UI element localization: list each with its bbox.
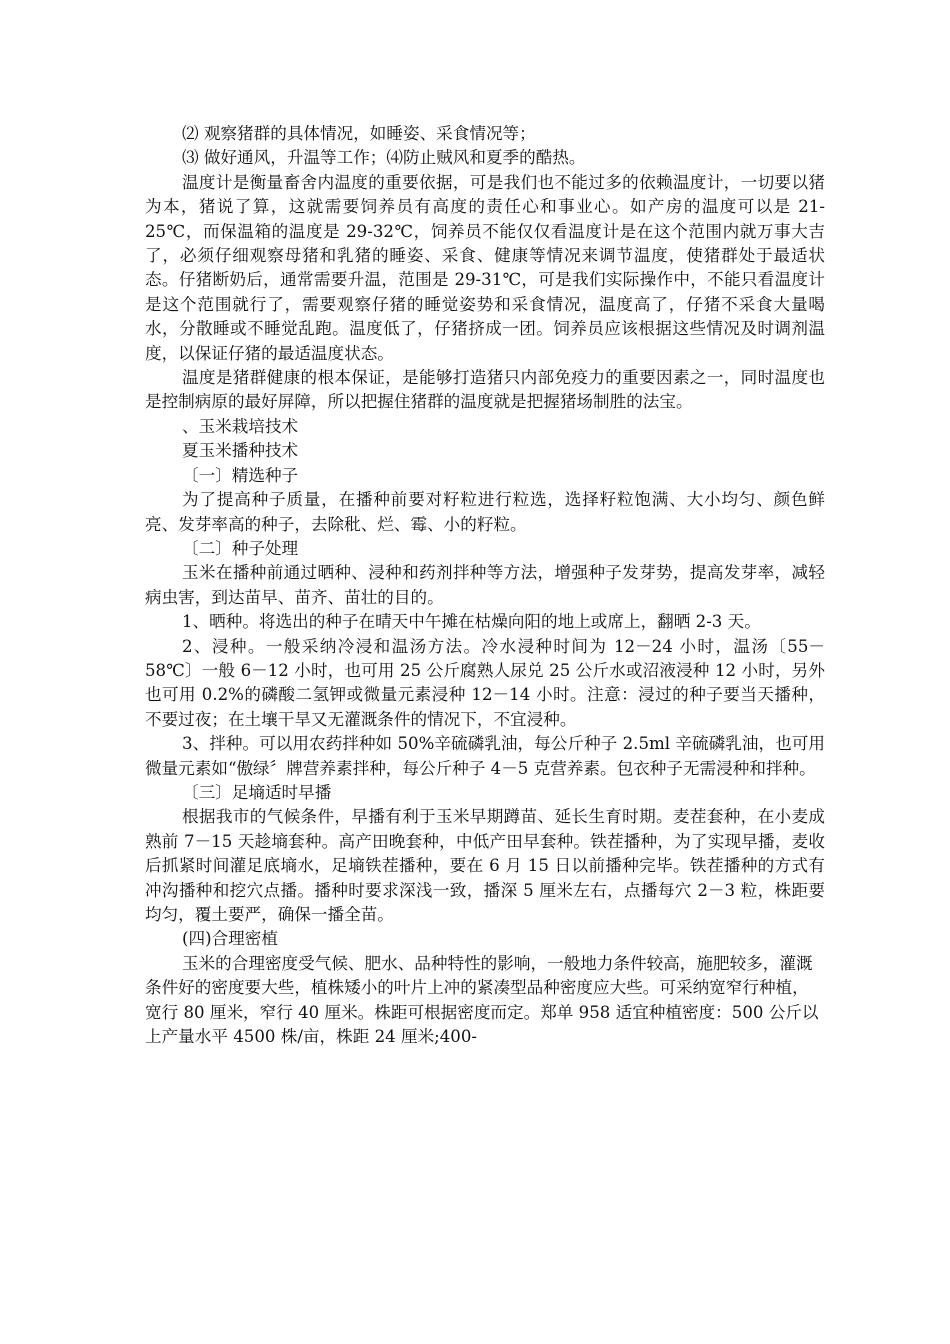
paragraph-observe-pigs: ⑵ 观察猪群的具体情况，如睡姿、采食情况等； [182, 124, 536, 143]
paragraph-ventilation: ⑶ 做好通风，升温等工作；⑷防止贼风和夏季的酷热。 [182, 148, 586, 168]
subheading-early-sowing: 〔三〕足墒适时早播 [182, 782, 332, 802]
paragraph-seed-dressing: 3、拌种。可以用农药拌种如 50%辛硫磷乳油，每公斤种子 2.5ml 辛硫磷乳油，也可用微量元素如“傲绿〞牌营养素拌种，每公斤种子 4－5 克营养素。包衣种子无需浸种和拌种。 [145, 734, 825, 778]
paragraph-soaking: 2、浸种。一般采纳冷浸和温汤方法。冷水浸种时间为 12－24 小时，温汤〔55－58℃〕一般 6－12 小时，也可用 25 公斤腐熟人尿兑 25 公斤水或沼液浸种 12 小时，另外也可用 0.2%的磷酸二氢钾或微量元素浸种 12－14 小时。注意：浸过的种子要当天播种，不要过夜；在土壤干旱又无灌溉条件的情况下，不宜浸种。 [145, 636, 825, 729]
paragraph-seed-selection: 为了提高种子质量，在播种前要对籽粒进行粒选，选择籽粒饱满、大小均匀、颜色鲜亮、发芽率高的种子，去除秕、烂、霉、小的籽粒。 [145, 490, 825, 534]
paragraph-sun-drying: 1、晒种。将选出的种子在晴天中午摊在枯燥向阳的地上或席上，翻晒 2-3 天。 [182, 612, 761, 632]
subheading-planting-density: (四)合理密植 [182, 929, 278, 949]
paragraph-seed-treatment: 玉米在播种前通过晒种、浸种和药剂拌种等方法，增强种子发芽势，提高发芽率，减轻病虫害，到达苗早、苗齐、苗壮的目的。 [145, 563, 825, 607]
subheading-seed-treatment: 〔二〕种子处理 [182, 538, 299, 558]
section-heading-summer-corn-sowing: 夏玉米播种技术 [182, 441, 299, 461]
paragraph-temperature-importance: 温度是猪群健康的根本保证，是能够打造猪只内部免疫力的重要因素之一，同时温度也是控制病原的最好屏障，所以把握住猪群的温度就是把握猪场制胜的法宝。 [145, 368, 825, 412]
paragraph-thermometer: 温度计是衡量畜舍内温度的重要依据，可是我们也不能过多的依赖温度计，一切要以猪为本，猪说了算，这就需要饲养员有高度的责任心和事业心。如产房的温度可以是 21-25℃，而保温箱的温度是 29-32℃，饲养员不能仅仅看温度计是在这个范围内就万事大吉了，必须仔细观察母猪和乳猪的睡姿、采食、健康等情况来调节温度，使猪群处于最适状态。仔猪断奶后，通常需要升温，范围是 29-31℃，可是我们实际操作中，不能只看温度计是这个范围就行了，需要观察仔猪的睡觉姿势和采食情况，温度高了，仔猪不采食大量喝水，分散睡或不睡觉乱跑。温度低了，仔猪挤成一团。饲养员应该根据这些情况及时调剂温度，以保证仔猪的最适温度状态。 [145, 172, 825, 363]
document-page [145, 122, 825, 1049]
section-heading-corn-cultivation: 、玉米栽培技术 [182, 416, 299, 436]
paragraph-early-sowing: 根据我市的气候条件，早播有利于玉米早期蹲苗、延长生育时期。麦茬套种，在小麦成熟前 7－15 天趁墒套种。高产田晚套种，中低产田早套种。铁茬播种，为了实现早播，麦收后抓紧时间灌足底墒水，足墒铁茬播种，要在 6 月 15 日以前播种完毕。铁茬播种的方式有冲沟播种和挖穴点播。播种时要求深浅一致，播深 5 厘米左右，点播每穴 2－3 粒，株距要均匀，覆土要严，确保一播全苗。 [145, 807, 825, 924]
paragraph-planting-density: 玉米的合理密度受气候、肥水、品种特性的影响，一般地力条件较高，施肥较多，灌溉条件好的密度要大些，植株矮小的叶片上冲的紧凑型品种密度应大些。可采纳宽窄行种植，宽行 80 厘米，窄行 40 厘米。株距可根据密度而定。郑单 958 适宜种植密度：500 公斤以上产量水平 4500 株/亩，株距 24 厘米;400- [145, 953, 819, 1047]
subheading-seed-selection: 〔一〕精选种子 [182, 465, 299, 485]
